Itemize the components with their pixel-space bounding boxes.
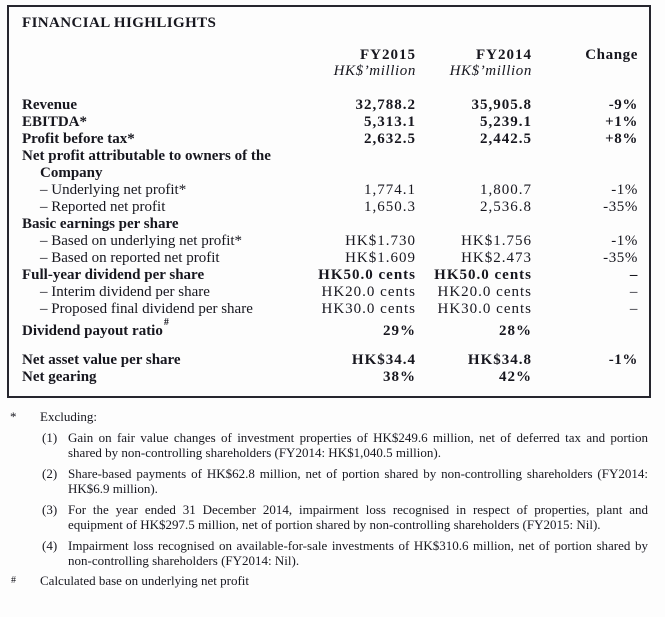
page-title: FINANCIAL HIGHLIGHTS [22, 15, 217, 31]
row-label: Net asset value per share [22, 352, 181, 368]
footnote-text: Gain on fair value changes of investment properties of HK$249.6 million, net of deferred tax and portion shared by non-controlling shareholders (FY2014: HK$1,040.5 million). [68, 430, 648, 460]
footnote-item-4 [42, 538, 648, 568]
fy2015-value: 1,774.1 [364, 182, 416, 198]
column-unit-fy2015: HK$’million [333, 63, 416, 79]
fy2014-value: 1,800.7 [480, 182, 532, 198]
table-row-profit-before-tax [22, 131, 638, 148]
row-label: – Proposed final dividend per share [40, 301, 253, 317]
fy2014-value: 5,239.1 [480, 114, 532, 130]
footnote-item-1 [42, 430, 648, 460]
fy2014-value: 28% [499, 323, 532, 339]
table-row-eps-underlying [22, 233, 638, 250]
table-row-dividend-payout-ratio [22, 318, 638, 339]
row-label: – Based on underlying net profit* [40, 233, 243, 249]
fy2015-value: 1,650.3 [364, 199, 416, 215]
change-value: -1% [611, 233, 638, 249]
footnote-text: For the year ended 31 December 2014, impairment loss recognised in respect of properties, plant and equipment of HK$297.5 million, net of portion shared by non-controlling shareholders (FY2015: Nil). [68, 502, 648, 532]
table-row-ebitda [22, 114, 638, 131]
change-value: +1% [605, 114, 638, 130]
fy2015-value: HK$34.4 [351, 352, 416, 368]
row-label: – Reported net profit [40, 199, 166, 215]
row-label: EBITDA* [22, 114, 88, 130]
row-label: – Interim dividend per share [40, 284, 210, 300]
table-body [22, 97, 638, 386]
row-label: – Underlying net profit* [40, 182, 187, 198]
footnote-number: (2) [42, 466, 58, 481]
fy2014-value: HK$1.756 [461, 233, 532, 249]
row-label: Full-year dividend per share [22, 267, 205, 283]
row-label: Company [40, 165, 103, 181]
table-row-net-profit-heading [22, 148, 638, 165]
row-label: – Based on reported net profit [40, 250, 220, 266]
fy2014-value: 42% [499, 369, 532, 385]
row-label: Net gearing [22, 369, 97, 385]
footnote-item-3 [42, 502, 648, 532]
fy2014-value: HK$2.473 [461, 250, 532, 266]
fy2015-value: HK30.0 cents [321, 301, 416, 317]
fy2014-value: 35,905.8 [471, 97, 532, 113]
footnote-text: Share-based payments of HK$62.8 million, net of portion shared by non-controlling shareholders (FY2014: HK$6.9 million). [68, 466, 648, 496]
column-unit-fy2014: HK$’million [449, 63, 532, 79]
fy2015-value: HK$1.609 [345, 250, 416, 266]
row-label: Profit before tax* [22, 131, 135, 147]
fy2014-value: HK20.0 cents [437, 284, 532, 300]
change-value: -1% [611, 182, 638, 198]
change-value: -9% [608, 97, 638, 113]
footnote-hash-marker: # [163, 318, 169, 328]
table-row-net-gearing [22, 369, 638, 386]
change-value: – [629, 301, 638, 317]
footnote-item-2 [42, 466, 648, 496]
fy2014-value: HK$34.8 [467, 352, 532, 368]
footnote-excluding-label: Excluding: [40, 409, 98, 424]
fy2015-value: HK$1.730 [345, 233, 416, 249]
footnote-number: (4) [42, 538, 58, 553]
change-value: – [629, 284, 638, 300]
fy2014-value: 2,442.5 [480, 131, 532, 147]
fy2015-value: 32,788.2 [355, 97, 416, 113]
table-row-net-profit-heading-cont [22, 165, 638, 182]
footnote-number: (3) [42, 502, 58, 517]
footnote-calculated-label: Calculated base on underlying net profit [40, 573, 250, 588]
fy2014-value: 2,536.8 [480, 199, 532, 215]
footnote-text: Impairment loss recognised on available-for-sale investments of HK$310.6 million, net of portion shared by non-controlling shareholders (FY2014: Nil). [68, 538, 648, 568]
row-label: Dividend payout ratio# [22, 318, 169, 339]
footnote-calculated [10, 573, 648, 588]
column-header-change: Change [585, 47, 638, 63]
change-value: -35% [603, 250, 638, 266]
fy2015-value: 2,632.5 [364, 131, 416, 147]
table-row-full-year-dividend [22, 267, 638, 284]
footnote-excluding [10, 409, 648, 424]
table-row-eps-reported [22, 250, 638, 267]
table-row-final-dividend [22, 301, 638, 318]
fy2015-value: 5,313.1 [364, 114, 416, 130]
hash-marker: # [11, 575, 16, 586]
fy2015-value: 38% [383, 369, 416, 385]
table-row-reported-net-profit [22, 199, 638, 216]
table-row-interim-dividend [22, 284, 638, 301]
table-header [22, 47, 638, 79]
fy2015-value: HK20.0 cents [321, 284, 416, 300]
financial-highlights-panel [7, 5, 651, 398]
fy2014-value: HK50.0 cents [434, 267, 532, 283]
change-value: – [629, 267, 638, 283]
column-header-fy2014: FY2014 [476, 47, 532, 63]
change-value: -1% [608, 352, 638, 368]
table-row-underlying-net-profit [22, 182, 638, 199]
table-row-basic-eps-heading [22, 216, 638, 233]
footnote-number: (1) [42, 430, 58, 445]
row-label: Revenue [22, 97, 77, 113]
fy2015-value: 29% [383, 323, 416, 339]
row-label: Net profit attributable to owners of the [22, 148, 271, 164]
row-label: Basic earnings per share [22, 216, 179, 232]
change-value: +8% [605, 131, 638, 147]
footnotes-section [0, 409, 665, 588]
column-header-fy2015: FY2015 [360, 47, 416, 63]
table-row-net-asset-value [22, 352, 638, 369]
fy2015-value: HK50.0 cents [318, 267, 416, 283]
fy2014-value: HK30.0 cents [437, 301, 532, 317]
asterisk-marker: * [10, 409, 17, 424]
change-value: -35% [603, 199, 638, 215]
table-row-revenue [22, 97, 638, 114]
